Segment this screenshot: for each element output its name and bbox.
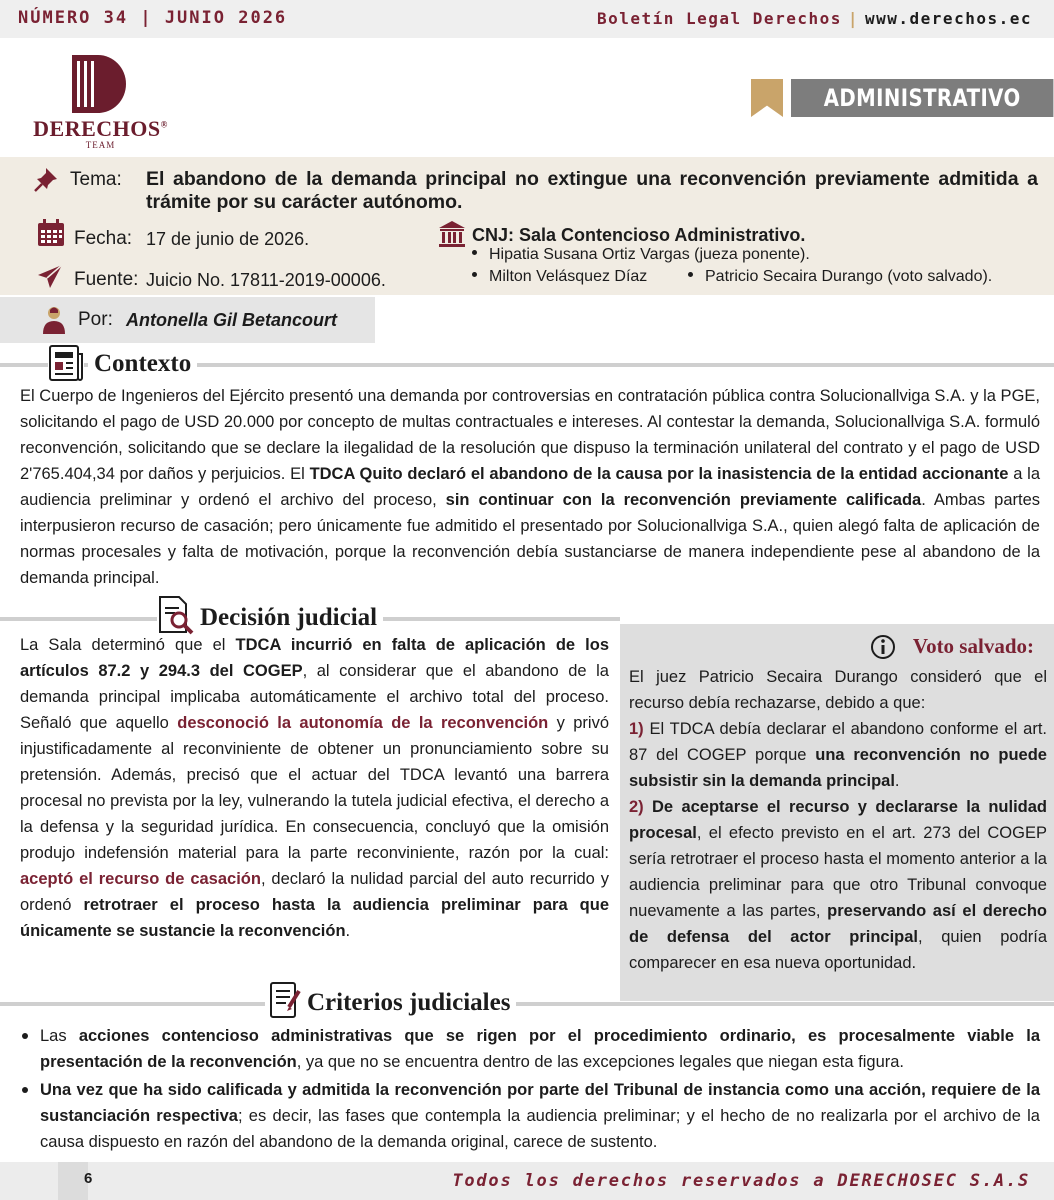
pushpin-icon (33, 165, 61, 193)
fuente-label: Fuente: (74, 269, 139, 290)
section-header-contexto (0, 350, 1054, 382)
page-footer (0, 1162, 1054, 1200)
section-title-contexto: Contexto (88, 350, 197, 378)
newspaper-icon (48, 344, 84, 382)
website-link[interactable]: www.derechos.ec (865, 9, 1032, 28)
dissenting-vote-text: El juez Patricio Secaira Durango consideró que el recurso debía rechazarse, debido a que: 1) El TDCA debía declarar el abandono conforme el art. 87 del COGEP porque una reconvención no puede subsistir sin la demanda principal. 2) De aceptarse el recurso y declararse la nulidad procesal, el efecto previsto en el art. 273 del COGEP sería retrotraer el proceso hasta el momento anterior a la audiencia preliminar para que otro Tribunal convoque nuevamente a las partes, preservando así el derecho de defensa del actor principal, quien podría comparecer en esa nueva oportunidad. (629, 668, 1047, 972)
bullet-icon (688, 272, 693, 277)
dissenting-vote-title: Voto salvado: (912, 634, 1034, 658)
author-name: Antonella Gil Betancourt (126, 310, 338, 330)
copyright-notice: Todos los derechos reservados a DERECHOSEC S.A.S (452, 1171, 1030, 1191)
section-divider (0, 1002, 1054, 1006)
logo-mark-icon (68, 53, 130, 115)
document-search-icon (157, 595, 195, 635)
publication-name: Boletín Legal Derechos (596, 9, 842, 28)
judge-item: Hipatia Susana Ortiz Vargas (jueza ponente). (472, 246, 810, 264)
fecha-label: Fecha: (74, 228, 133, 249)
fuente-value: Juicio No. 17811-2019-00006. (146, 270, 386, 290)
calendar-icon (37, 219, 65, 247)
person-icon (42, 306, 66, 334)
category-label: ADMINISTRATIVO (791, 79, 1053, 117)
logo-subtitle: TEAM (85, 140, 116, 150)
contexto-paragraph: El Cuerpo de Ingenieros del Ejército presentó una demanda por controversias en contratación pública contra Solucionallviga S.A. y la PGE, solicitando el pago de USD 20.000 por concepto de multas contractuales e intereses. Al contestar la demanda, Solucionallviga S.A. formuló reconvención, solicitando que se declare la ilegalidad de la resolución que dispuso la terminación unilateral del contrato y el pago de USD 2'765.404,34 por daños y perjuicios. El TDCA Quito declaró el abandono de la causa por la inasistencia de la entidad accionante a la audiencia preliminar y ordenó el archivo del proceso, sin continuar con la reconvención previamente calificada. Ambas partes interpusieron recurso de casación; pero únicamente fue admitido el presentado por Solucionallviga S.A., quien alegó falta de aplicación de normas procesales y falta de motivación, porque la reconvención debía sustanciarse de manera independiente pese al abandono de la demanda principal. (20, 387, 1041, 587)
judge-item: Patricio Secaira Durango (voto salvado). (688, 268, 992, 286)
courthouse-icon (438, 220, 466, 248)
section-title-criterios: Criterios judiciales (301, 989, 516, 1017)
info-icon (870, 634, 896, 660)
criteria-item: Una vez que ha sido calificada y admitida la reconvención por parte del Tribunal de instancia como una acción, requiere de la sustanciación respectiva; es decir, las fases que contempla la audiencia preliminar; y el hecho de no realizarla por el archivo de la causa dispuesto en razón del abandono de la demanda original, carece de sustento. (18, 1077, 1040, 1155)
category-ribbon-icon (751, 79, 783, 117)
author-label: Por: (78, 309, 113, 330)
judge-item: Milton Velásquez Díaz (472, 268, 647, 286)
author-bar (0, 297, 375, 343)
section-header-criterios (0, 989, 1054, 1021)
section-title-decision: Decisión judicial (194, 604, 383, 632)
criteria-list (18, 1023, 1040, 1157)
tema-text: El abandono de la demanda principal no extingue una reconvención previamente admitida a trámite por su carácter autónomo. (146, 168, 1038, 213)
paper-plane-icon (36, 263, 64, 291)
criteria-item: Las acciones contencioso administrativas que se rigen por el procedimiento ordinario, es procesalmente viable la presentación de la reconvención, ya que no se encuentra dentro de las excepciones legales que niegan esta figura. (18, 1023, 1040, 1075)
derechos-logo (28, 50, 173, 150)
top-bar (0, 0, 1054, 38)
page-number: 6 (84, 1170, 93, 1187)
issue-number: NÚMERO 34 | JUNIO 2026 (18, 8, 288, 28)
logo-wordmark: DERECHOS® (33, 116, 168, 141)
decision-paragraph: La Sala determinó que el TDCA incurrió en falta de aplicación de los artículos 87.2 y 294.3 del COGEP, al considerar que el abandono de la demanda principal implicaba automáticamente el archivo total del proceso. Señaló que aquello desconoció la autonomía de la reconvención y privó injustificadamente al reconviniente de obtener un pronunciamiento sobre su pretensión. Además, precisó que el actuar del TDCA levantó una barrera procesal no prevista por la ley, vulnerando la tutela judicial efectiva, el derecho a la defensa y la seguridad jurídica. En consecuencia, concluyó que la omisión produjo indefensión material para la parte reconviniente, razón por la cual: aceptó el recurso de casación, declaró la nulidad parcial del auto recurrido y ordenó retrotraer el proceso hasta la audiencia preliminar para que únicamente se sustancie la reconvención. (20, 636, 610, 940)
bullet-icon (472, 250, 477, 255)
tema-label: Tema: (70, 169, 122, 190)
fecha-value: 17 de junio de 2026. (146, 229, 310, 249)
dissenting-vote-box (620, 624, 1054, 1001)
bullet-icon (472, 272, 477, 277)
case-info-panel (0, 157, 1054, 295)
publication-header (597, 9, 1032, 28)
court-name: CNJ: Sala Contencioso Administrativo. (472, 225, 806, 245)
header-separator: | (847, 9, 859, 28)
checklist-icon (265, 981, 303, 1021)
